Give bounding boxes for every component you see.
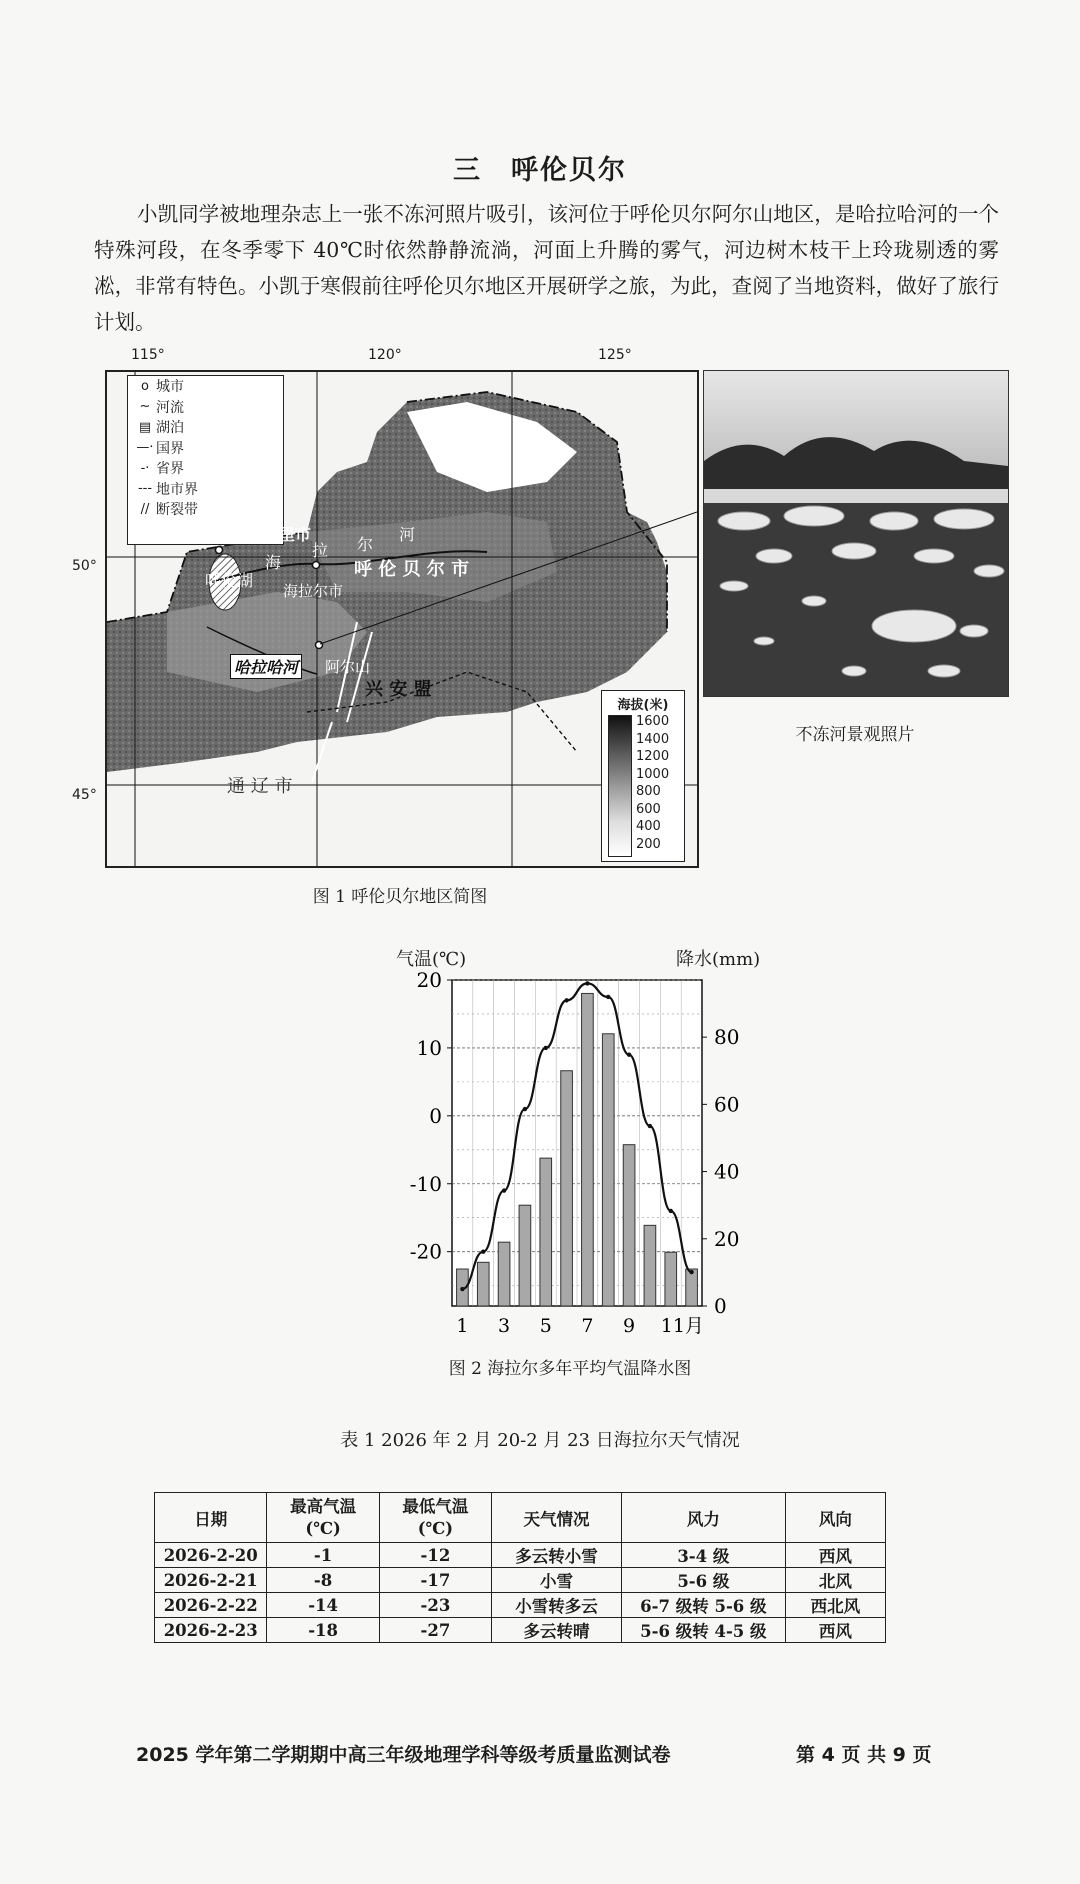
latitude-label-45: 45° bbox=[72, 787, 97, 803]
left-axis-tick-label: 10 bbox=[416, 1035, 442, 1060]
table-header-cell: 日期 bbox=[155, 1493, 267, 1543]
precipitation-bar bbox=[519, 1205, 531, 1306]
temperature-point bbox=[564, 998, 568, 1002]
legend-item: o 城市 bbox=[141, 378, 184, 396]
right-axis-tick-label: 80 bbox=[714, 1025, 740, 1050]
hailar-city-marker bbox=[313, 562, 320, 569]
precipitation-bar bbox=[561, 1071, 573, 1306]
chart-left-axis-label: 气温(℃) bbox=[396, 949, 467, 970]
intro-paragraph bbox=[94, 196, 999, 340]
precipitation-bar bbox=[686, 1269, 698, 1306]
precipitation-bar bbox=[477, 1262, 489, 1306]
x-axis-tick-label: 1 bbox=[456, 1315, 469, 1337]
legend-item: -· 省界 bbox=[140, 460, 184, 478]
place-label-arxan: 阿尔山 bbox=[325, 658, 371, 676]
footer-page-number: 第 4 页 共 9 页 bbox=[796, 1744, 932, 1766]
unfrozen-river-photo bbox=[703, 370, 1009, 697]
place-label-hulunbuir: 呼 伦 贝 尔 市 bbox=[354, 559, 470, 580]
precipitation-bar bbox=[582, 993, 594, 1306]
legend-item: // 断裂带 bbox=[140, 501, 198, 519]
figure2-caption: 图 2 海拉尔多年平均气温降水图 bbox=[448, 1359, 692, 1379]
longitude-label-125: 125° bbox=[598, 347, 632, 363]
temperature-point bbox=[689, 1270, 693, 1274]
figure1-caption: 图 1 呼伦贝尔地区简图 bbox=[312, 887, 488, 907]
elevation-levels: 1600 1400 1200 1000 800 600 400 200 bbox=[636, 714, 670, 852]
temperature-point bbox=[502, 1188, 506, 1192]
table-header-cell: 天气情况 bbox=[492, 1493, 622, 1543]
arxan-city-marker bbox=[316, 642, 323, 649]
precipitation-bar bbox=[540, 1158, 552, 1306]
table-row: 2026-2-20 -1 -12 多云转小雪 3-4 级 西风 bbox=[155, 1543, 886, 1568]
legend-item: ~ 河流 bbox=[139, 399, 184, 416]
section-title: 三 呼伦贝尔 bbox=[453, 155, 627, 186]
x-axis-tick-label: 11月 bbox=[660, 1315, 704, 1337]
weather-table bbox=[154, 1492, 886, 1643]
table-header-cell: 风向 bbox=[785, 1493, 885, 1543]
right-axis-tick-label: 40 bbox=[714, 1159, 740, 1184]
precipitation-bar bbox=[498, 1242, 510, 1306]
precipitation-bar bbox=[623, 1145, 635, 1306]
left-axis-tick-label: 20 bbox=[416, 972, 442, 992]
longitude-label-115: 115° bbox=[131, 347, 165, 363]
photo-image bbox=[704, 371, 1008, 696]
x-axis-tick-label: 9 bbox=[623, 1315, 636, 1337]
elevation-color-ramp bbox=[608, 715, 632, 857]
temperature-point bbox=[627, 1053, 631, 1057]
longitude-label-120: 120° bbox=[368, 347, 402, 363]
place-label-hulun-lake: 呼伦湖 bbox=[205, 571, 254, 590]
x-axis-tick-label: 7 bbox=[581, 1315, 594, 1337]
temperature-point bbox=[544, 1046, 548, 1050]
table-row: 2026-2-22 -14 -23 小雪转多云 6-7 级转 5-6 级 西北风 bbox=[155, 1593, 886, 1618]
temperature-point bbox=[585, 981, 589, 985]
table-header-cell: 最低气温 (℃) bbox=[379, 1493, 491, 1543]
place-label-halaha-river: 哈拉哈河 bbox=[230, 654, 302, 679]
left-axis-tick-label: -10 bbox=[409, 1171, 442, 1196]
temperature-point bbox=[460, 1287, 464, 1291]
precipitation-bar bbox=[602, 1034, 614, 1306]
precipitation-bar bbox=[644, 1225, 656, 1306]
right-axis-tick-label: 0 bbox=[714, 1294, 727, 1318]
photo-caption: 不冻河景观照片 bbox=[795, 725, 915, 745]
place-label-river-1: 海 bbox=[265, 553, 282, 572]
table-row: 2026-2-23 -18 -27 多云转晴 5-6 级转 4-5 级 西风 bbox=[155, 1618, 886, 1643]
place-label-hailar: 海拉尔市 bbox=[283, 582, 344, 600]
place-label-manzhouli: 满洲里市 bbox=[247, 525, 312, 544]
intro-text: 小凯同学被地理杂志上一张不冻河照片吸引，该河位于呼伦贝尔阿尔山地区，是哈拉哈河的一个特殊河段，在冬季零下 40℃时依然静静流淌，河面上升腾的雾气，河边树木枝干上玲珑剔透的雾凇，非常有特色。小凯于寒假前往呼伦贝尔地区开展研学之旅，为此，查阅了当地资料，做好了旅行计划。 bbox=[94, 202, 999, 334]
table-header-cell: 风力 bbox=[622, 1493, 786, 1543]
table-header-cell: 最高气温 (℃) bbox=[267, 1493, 379, 1543]
temperature-point bbox=[648, 1124, 652, 1128]
place-label-river-2: 拉 bbox=[312, 541, 329, 560]
precipitation-bar bbox=[665, 1252, 677, 1306]
place-label-tongliao: 通 辽 市 bbox=[227, 776, 293, 797]
latitude-label-50: 50° bbox=[72, 558, 97, 574]
temperature-point bbox=[481, 1249, 485, 1253]
manzhouli-city-marker bbox=[216, 547, 223, 554]
table-header-row bbox=[155, 1493, 886, 1543]
left-axis-tick-label: -20 bbox=[409, 1239, 442, 1264]
map-legend bbox=[127, 375, 284, 545]
region-map bbox=[105, 370, 699, 868]
chart-right-axis-label: 降水(mm) bbox=[676, 949, 761, 970]
table-row: 2026-2-21 -8 -17 小雪 5-6 级 北风 bbox=[155, 1568, 886, 1593]
footer-exam-title: 2025 学年第二学期期中高三年级地理学科等级考质量监测试卷 bbox=[136, 1744, 671, 1766]
temperature-point bbox=[523, 1107, 527, 1111]
place-label-river-3: 尔 bbox=[357, 535, 374, 554]
legend-item: ▤ 湖泊 bbox=[138, 419, 184, 437]
table1-caption: 表 1 2026 年 2 月 20-2 月 23 日海拉尔天气情况 bbox=[340, 1430, 740, 1451]
right-axis-tick-label: 20 bbox=[714, 1226, 740, 1251]
legend-item: --- 地市界 bbox=[137, 481, 198, 498]
elevation-legend: 海拔(米) 1600 1400 1200 1000 800 600 400 200 bbox=[601, 690, 685, 862]
temperature-point bbox=[606, 995, 610, 999]
left-axis-tick-label: 0 bbox=[429, 1103, 442, 1128]
right-axis-tick-label: 60 bbox=[714, 1092, 740, 1117]
x-axis-tick-label: 5 bbox=[539, 1315, 552, 1337]
climate-chart bbox=[400, 972, 740, 1342]
place-label-xinganmeng: 兴 安 盟 bbox=[365, 679, 432, 700]
temperature-point bbox=[669, 1209, 673, 1213]
x-axis-tick-label: 3 bbox=[498, 1315, 511, 1337]
legend-item: —· 国界 bbox=[136, 440, 184, 457]
place-label-river-4: 河 bbox=[399, 525, 416, 544]
